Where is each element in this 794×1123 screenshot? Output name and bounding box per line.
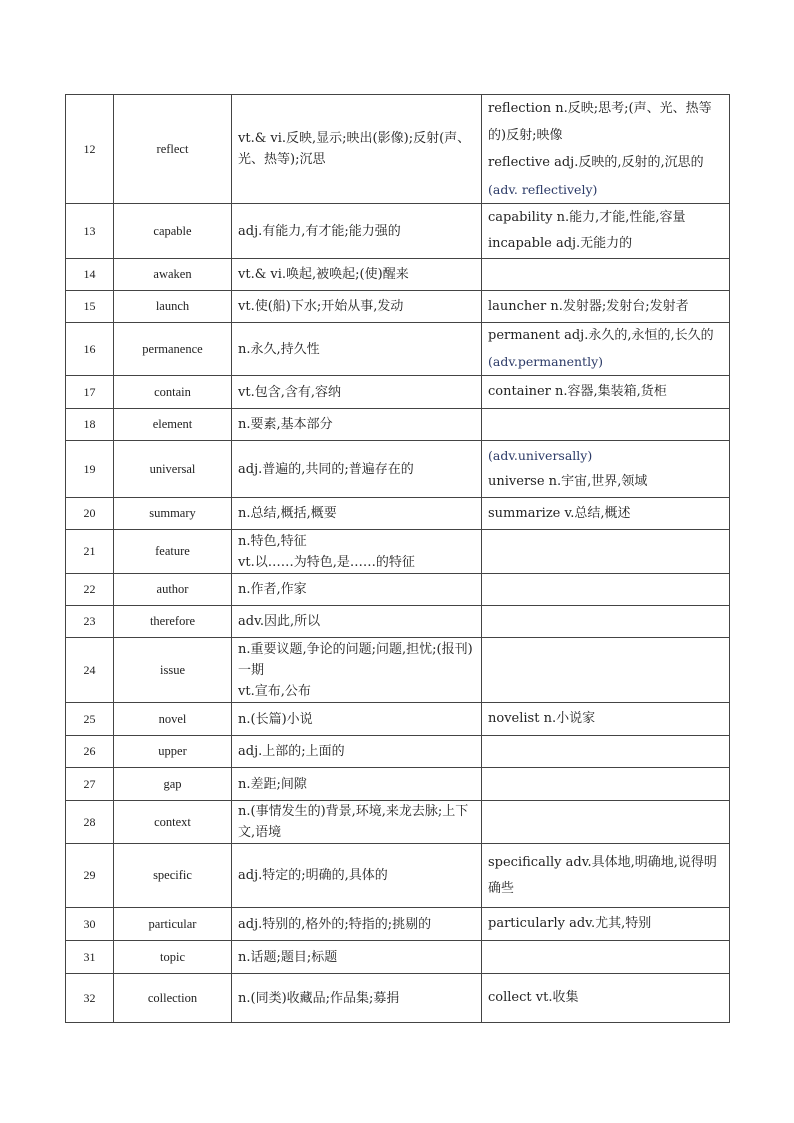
- table-row: [66, 574, 730, 606]
- entry-number: 26: [66, 736, 114, 768]
- derivative-line: summarize v.总结,概述: [488, 505, 631, 521]
- table-row: [66, 844, 730, 908]
- entry-derivatives: [482, 736, 730, 768]
- entry-word: therefore: [114, 606, 232, 638]
- derivative-line: (adv.universally): [488, 448, 593, 463]
- entry-derivatives: [482, 908, 730, 941]
- meaning-line: vt.以……为特色,是……的特征: [238, 554, 415, 570]
- entry-word: launch: [114, 291, 232, 323]
- table-row: [66, 801, 730, 844]
- entry-meaning: [232, 95, 482, 204]
- entry-derivatives: [482, 259, 730, 291]
- entry-number: 18: [66, 409, 114, 441]
- table-row: [66, 376, 730, 409]
- derivative-line: (adv. reflectively): [488, 182, 598, 197]
- entry-number: 32: [66, 974, 114, 1023]
- table-row: [66, 409, 730, 441]
- entry-word: gap: [114, 768, 232, 801]
- derivative-line: reflection n.反映;思考;(声、光、热等的)反射;映像: [488, 101, 712, 143]
- meaning-line: n.话题;题目;标题: [238, 949, 338, 965]
- entry-number: 12: [66, 95, 114, 204]
- entry-meaning: [232, 801, 482, 844]
- table-row: [66, 736, 730, 768]
- entry-word: capable: [114, 204, 232, 259]
- entry-derivatives: [482, 291, 730, 323]
- entry-number: 27: [66, 768, 114, 801]
- table-row: [66, 768, 730, 801]
- entry-word: particular: [114, 908, 232, 941]
- derivative-line: permanent adj.永久的,永恒的,长久的: [488, 328, 714, 343]
- meaning-line: n.要素,基本部分: [238, 417, 333, 432]
- entry-word: specific: [114, 844, 232, 908]
- entry-number: 16: [66, 323, 114, 376]
- entry-derivatives: [482, 974, 730, 1023]
- table-row: [66, 291, 730, 323]
- entry-number: 24: [66, 638, 114, 703]
- entry-derivatives: [482, 204, 730, 259]
- entry-number: 29: [66, 844, 114, 908]
- derivative-line: particularly adv.尤其,特别: [488, 916, 652, 931]
- entry-number: 14: [66, 259, 114, 291]
- entry-number: 19: [66, 441, 114, 498]
- meaning-line: n.永久,持久性: [238, 341, 320, 357]
- derivative-line: collect vt.收集: [488, 990, 579, 1005]
- derivative-line: specifically adv.具体地,明确地,说得明确些: [488, 854, 717, 896]
- table-row: [66, 323, 730, 376]
- entry-number: 25: [66, 703, 114, 736]
- entry-meaning: [232, 498, 482, 530]
- derivative-line: universe n.宇宙,世界,领域: [488, 474, 648, 489]
- table-row: [66, 908, 730, 941]
- entry-meaning: [232, 530, 482, 574]
- meaning-line: n.总结,概括,概要: [238, 506, 337, 521]
- entry-derivatives: [482, 376, 730, 409]
- entry-number: 28: [66, 801, 114, 844]
- entry-meaning: [232, 974, 482, 1023]
- entry-word: feature: [114, 530, 232, 574]
- meaning-line: n.重要议题,争论的问题;问题,担忧;(报刊)一期: [238, 641, 473, 678]
- entry-number: 30: [66, 908, 114, 941]
- entry-word: context: [114, 801, 232, 844]
- entry-meaning: [232, 736, 482, 768]
- entry-derivatives: [482, 574, 730, 606]
- vocabulary-table: [65, 94, 730, 1023]
- meaning-line: adj.特定的;明确的,具体的: [238, 868, 388, 883]
- entry-word: summary: [114, 498, 232, 530]
- meaning-line: n.(同类)收藏品;作品集;募捐: [238, 990, 400, 1006]
- derivative-line: launcher n.发射器;发射台;发射者: [488, 298, 689, 314]
- entry-derivatives: [482, 768, 730, 801]
- entry-meaning: [232, 638, 482, 703]
- entry-word: permanence: [114, 323, 232, 376]
- entry-word: awaken: [114, 259, 232, 291]
- entry-derivatives: [482, 844, 730, 908]
- entry-number: 15: [66, 291, 114, 323]
- meaning-line: vt.包含,含有,容纳: [238, 384, 341, 400]
- derivative-line: novelist n.小说家: [488, 711, 596, 726]
- entry-meaning: [232, 291, 482, 323]
- entry-word: contain: [114, 376, 232, 409]
- entry-meaning: [232, 409, 482, 441]
- table-row: [66, 638, 730, 703]
- vocabulary-table-body: [66, 95, 730, 1023]
- entry-derivatives: [482, 703, 730, 736]
- entry-word: topic: [114, 941, 232, 974]
- entry-number: 13: [66, 204, 114, 259]
- entry-number: 20: [66, 498, 114, 530]
- entry-derivatives: [482, 409, 730, 441]
- entry-derivatives: [482, 95, 730, 204]
- meaning-line: adj.普遍的,共同的;普遍存在的: [238, 461, 414, 477]
- entry-derivatives: [482, 323, 730, 376]
- entry-meaning: [232, 441, 482, 498]
- meaning-line: n.差距;间隙: [238, 776, 307, 792]
- entry-meaning: [232, 908, 482, 941]
- entry-word: issue: [114, 638, 232, 703]
- entry-derivatives: [482, 498, 730, 530]
- derivative-line: (adv.permanently): [488, 354, 604, 369]
- entry-word: universal: [114, 441, 232, 498]
- table-row: [66, 974, 730, 1023]
- entry-meaning: [232, 204, 482, 259]
- table-row: [66, 498, 730, 530]
- table-row: [66, 941, 730, 974]
- entry-number: 17: [66, 376, 114, 409]
- entry-number: 31: [66, 941, 114, 974]
- table-row: [66, 530, 730, 574]
- derivative-line: container n.容器,集装箱,货柜: [488, 384, 667, 399]
- entry-word: author: [114, 574, 232, 606]
- entry-number: 23: [66, 606, 114, 638]
- table-row: [66, 606, 730, 638]
- meaning-line: adj.有能力,有才能;能力强的: [238, 223, 401, 239]
- entry-number: 22: [66, 574, 114, 606]
- entry-meaning: [232, 941, 482, 974]
- entry-meaning: [232, 768, 482, 801]
- entry-meaning: [232, 259, 482, 291]
- table-row: [66, 95, 730, 204]
- entry-word: collection: [114, 974, 232, 1023]
- table-row: [66, 703, 730, 736]
- meaning-line: n.(长篇)小说: [238, 711, 313, 727]
- table-row: [66, 441, 730, 498]
- meaning-line: vt.& vi.唤起,被唤起;(使)醒来: [238, 267, 409, 282]
- derivative-line: capability n.能力,才能,性能,容量: [488, 210, 686, 225]
- derivative-line: reflective adj.反映的,反射的,沉思的: [488, 155, 704, 170]
- entry-derivatives: [482, 606, 730, 638]
- entry-derivatives: [482, 638, 730, 703]
- meaning-line: adj.上部的;上面的: [238, 744, 345, 759]
- meaning-line: vt.宣布,公布: [238, 683, 311, 699]
- entry-meaning: [232, 574, 482, 606]
- meaning-line: vt.使(船)下水;开始从事,发动: [238, 299, 404, 314]
- entry-word: element: [114, 409, 232, 441]
- meaning-line: n.特色,特征: [238, 533, 307, 549]
- entry-word: novel: [114, 703, 232, 736]
- derivative-line: incapable adj.无能力的: [488, 236, 633, 251]
- table-row: [66, 204, 730, 259]
- meaning-line: adv.因此,所以: [238, 614, 321, 629]
- entry-meaning: [232, 844, 482, 908]
- entry-word: reflect: [114, 95, 232, 204]
- meaning-line: n.(事情发生的)背景,环境,来龙去脉;上下文,语境: [238, 804, 469, 840]
- meaning-line: n.作者,作家: [238, 582, 307, 597]
- meaning-line: vt.& vi.反映,显示;映出(影像);反射(声、光、热等);沉思: [238, 131, 471, 167]
- entry-word: upper: [114, 736, 232, 768]
- entry-derivatives: [482, 801, 730, 844]
- entry-derivatives: [482, 941, 730, 974]
- table-row: [66, 259, 730, 291]
- entry-derivatives: [482, 441, 730, 498]
- entry-meaning: [232, 606, 482, 638]
- entry-number: 21: [66, 530, 114, 574]
- meaning-line: adj.特别的,格外的;特指的;挑剔的: [238, 916, 432, 932]
- entry-meaning: [232, 703, 482, 736]
- entry-derivatives: [482, 530, 730, 574]
- entry-meaning: [232, 323, 482, 376]
- entry-meaning: [232, 376, 482, 409]
